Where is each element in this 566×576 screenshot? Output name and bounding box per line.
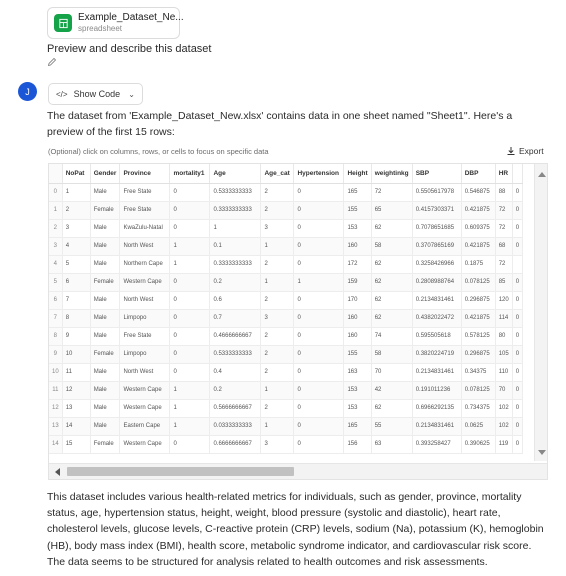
table-cell[interactable]: 3 xyxy=(261,219,294,237)
table-cell[interactable]: 0.296875 xyxy=(461,291,495,309)
row-index[interactable]: 8 xyxy=(49,327,62,345)
table-cell[interactable]: 2 xyxy=(261,327,294,345)
table-cell[interactable]: Male xyxy=(90,417,120,435)
table-cell[interactable]: 155 xyxy=(344,201,371,219)
table-cell[interactable]: 0 xyxy=(170,273,210,291)
table-cell[interactable]: 0 xyxy=(294,309,344,327)
table-cell[interactable]: 0.0333333333 xyxy=(210,417,261,435)
table-cell[interactable]: 0.578125 xyxy=(461,327,495,345)
table-cell[interactable]: 1 xyxy=(170,381,210,399)
table-cell[interactable]: 0.2 xyxy=(210,273,261,291)
table-cell[interactable]: Male xyxy=(90,327,120,345)
table-cell[interactable]: 72 xyxy=(371,183,412,201)
table-row[interactable] xyxy=(49,291,523,309)
attachment-name: Example_Dataset_Ne... xyxy=(78,12,184,23)
table-cell[interactable]: 62 xyxy=(371,219,412,237)
table-cell[interactable]: 68 xyxy=(495,237,512,255)
row-index[interactable]: 4 xyxy=(49,255,62,273)
table-row[interactable] xyxy=(49,417,523,435)
table-cell[interactable]: 85 xyxy=(495,273,512,291)
export-label: Export xyxy=(519,146,544,156)
table-cell[interactable]: 153 xyxy=(344,399,371,417)
column-header[interactable]: Province xyxy=(120,164,170,183)
table-cell[interactable]: 120 xyxy=(495,291,512,309)
table-cell[interactable]: 0.3333333333 xyxy=(210,201,261,219)
column-header[interactable]: Gender xyxy=(90,164,120,183)
row-index[interactable]: 6 xyxy=(49,291,62,309)
table-cell[interactable]: 0.5333333333 xyxy=(210,345,261,363)
table-cell[interactable]: 0 xyxy=(170,345,210,363)
table-cell[interactable]: 0 xyxy=(294,399,344,417)
table-cell[interactable]: Female xyxy=(90,435,120,453)
scroll-down-icon[interactable] xyxy=(538,450,546,455)
table-cell[interactable] xyxy=(512,255,522,273)
table-cell[interactable]: 0.595505618 xyxy=(412,327,461,345)
table-cell[interactable]: 6 xyxy=(62,273,90,291)
table-cell[interactable]: Western Cape xyxy=(120,381,170,399)
table-cell[interactable]: 0 xyxy=(512,363,522,381)
table-row[interactable] xyxy=(49,255,523,273)
table-cell[interactable]: 0.4666666667 xyxy=(210,327,261,345)
table-cell[interactable]: 80 xyxy=(495,327,512,345)
table-row[interactable] xyxy=(49,399,523,417)
table-cell[interactable]: 0 xyxy=(170,183,210,201)
table-cell[interactable]: 0 xyxy=(512,291,522,309)
table-row[interactable] xyxy=(49,345,523,363)
table-cell[interactable]: 159 xyxy=(344,273,371,291)
table-cell[interactable]: Male xyxy=(90,291,120,309)
table-cell[interactable]: 0.1 xyxy=(210,237,261,255)
table-cell[interactable]: Northern Cape xyxy=(120,255,170,273)
table-cell[interactable]: 2 xyxy=(62,201,90,219)
table-cell[interactable]: 0.421875 xyxy=(461,201,495,219)
table-cell[interactable]: 0.5333333333 xyxy=(210,183,261,201)
table-cell[interactable]: 0 xyxy=(512,201,522,219)
table-row[interactable] xyxy=(49,219,523,237)
table-cell[interactable]: 1 xyxy=(170,399,210,417)
table-cell[interactable]: Male xyxy=(90,237,120,255)
table-cell[interactable]: 1 xyxy=(261,381,294,399)
table-cell[interactable]: 0.421875 xyxy=(461,309,495,327)
column-header[interactable]: SBP xyxy=(412,164,461,183)
row-index[interactable]: 10 xyxy=(49,363,62,381)
table-cell[interactable]: 0 xyxy=(294,345,344,363)
table-cell[interactable]: 0.7078651685 xyxy=(412,219,461,237)
table-cell[interactable]: 165 xyxy=(344,417,371,435)
table-cell[interactable]: 0 xyxy=(294,363,344,381)
table-cell[interactable]: 65 xyxy=(371,201,412,219)
table-cell[interactable]: Male xyxy=(90,183,120,201)
table-cell[interactable]: 1 xyxy=(170,237,210,255)
table-cell[interactable]: 0.4382022472 xyxy=(412,309,461,327)
table-cell[interactable]: 0.2134831461 xyxy=(412,363,461,381)
table-cell[interactable]: 0.6 xyxy=(210,291,261,309)
table-cell[interactable]: 3 xyxy=(261,309,294,327)
row-index[interactable]: 2 xyxy=(49,219,62,237)
table-cell[interactable]: Free State xyxy=(120,327,170,345)
table-cell[interactable]: 63 xyxy=(371,435,412,453)
table-cell[interactable]: 2 xyxy=(261,399,294,417)
table-cell[interactable]: 4 xyxy=(62,237,90,255)
table-cell[interactable]: 156 xyxy=(344,435,371,453)
table-cell[interactable]: 58 xyxy=(371,237,412,255)
table-cell[interactable]: 2 xyxy=(261,345,294,363)
table-cell[interactable]: Male xyxy=(90,309,120,327)
table-cell[interactable]: 0 xyxy=(170,435,210,453)
table-cell[interactable]: 0.4157303371 xyxy=(412,201,461,219)
table-cell[interactable]: 0.078125 xyxy=(461,273,495,291)
table-cell[interactable]: KwaZulu-Natal xyxy=(120,219,170,237)
table-cell[interactable]: 2 xyxy=(261,291,294,309)
table-cell[interactable]: 0 xyxy=(170,291,210,309)
table-cell[interactable]: 1 xyxy=(170,255,210,273)
table-cell[interactable]: Male xyxy=(90,381,120,399)
user-message: Preview and describe this dataset xyxy=(47,43,212,55)
table-cell[interactable]: 70 xyxy=(371,363,412,381)
chevron-down-icon: ⌄ xyxy=(128,89,135,99)
table-row[interactable] xyxy=(49,273,523,291)
table-cell[interactable]: 1 xyxy=(261,417,294,435)
table-cell[interactable]: Male xyxy=(90,219,120,237)
table-cell[interactable]: Free State xyxy=(120,183,170,201)
table-cell[interactable]: 0.546875 xyxy=(461,183,495,201)
table-cell[interactable]: 0 xyxy=(512,273,522,291)
table-cell[interactable]: 0.2 xyxy=(210,381,261,399)
table-cell[interactable]: 2 xyxy=(261,363,294,381)
data-table[interactable] xyxy=(48,163,548,480)
table-cell[interactable]: 0 xyxy=(294,219,344,237)
table-cell[interactable]: Limpopo xyxy=(120,345,170,363)
table-cell[interactable]: 72 xyxy=(495,201,512,219)
column-header[interactable]: DBP xyxy=(461,164,495,183)
table-cell[interactable]: 0.296875 xyxy=(461,345,495,363)
table-cell[interactable]: 1 xyxy=(261,273,294,291)
table-row[interactable] xyxy=(49,183,523,201)
horizontal-scroll-thumb[interactable] xyxy=(67,467,294,476)
table-cell[interactable]: 0.734375 xyxy=(461,399,495,417)
table-cell[interactable]: 1 xyxy=(261,237,294,255)
table-row[interactable] xyxy=(49,309,523,327)
table-cell[interactable]: 0 xyxy=(294,201,344,219)
column-header[interactable]: NoPat xyxy=(62,164,90,183)
table-cell[interactable]: Western Cape xyxy=(120,399,170,417)
table-cell[interactable]: 0.3333333333 xyxy=(210,255,261,273)
table-cell[interactable]: Free State xyxy=(120,201,170,219)
column-header[interactable]: HR xyxy=(495,164,512,183)
table-cell[interactable]: 0 xyxy=(512,417,522,435)
table-cell[interactable]: 102 xyxy=(495,399,512,417)
table-cell[interactable]: 160 xyxy=(344,237,371,255)
column-header[interactable]: Age_cat xyxy=(261,164,294,183)
table-cell[interactable]: 3 xyxy=(261,435,294,453)
table-cell[interactable]: 110 xyxy=(495,363,512,381)
table-cell[interactable]: 0.2134831461 xyxy=(412,417,461,435)
table-cell[interactable]: 0 xyxy=(512,399,522,417)
table-cell[interactable]: 72 xyxy=(495,219,512,237)
table-cell[interactable]: 0.34375 xyxy=(461,363,495,381)
table-cell[interactable]: 0 xyxy=(512,309,522,327)
table-cell[interactable]: 0.421875 xyxy=(461,237,495,255)
column-header[interactable]: Hypertension xyxy=(294,164,344,183)
table-cell[interactable]: 12 xyxy=(62,381,90,399)
table-cell[interactable]: 0.1875 xyxy=(461,255,495,273)
table-cell[interactable]: 9 xyxy=(62,327,90,345)
table-cell[interactable]: 72 xyxy=(495,255,512,273)
vertical-scrollbar[interactable] xyxy=(534,164,547,461)
table-cell[interactable]: Male xyxy=(90,255,120,273)
table-cell[interactable]: 0 xyxy=(170,201,210,219)
table-cell[interactable]: Limpopo xyxy=(120,309,170,327)
table-cell[interactable]: 0 xyxy=(512,435,522,453)
spreadsheet-icon xyxy=(54,14,72,32)
table-cell[interactable]: 153 xyxy=(344,219,371,237)
attachment-type: spreadsheet xyxy=(78,24,123,33)
show-code-button[interactable] xyxy=(48,83,143,105)
table-cell[interactable]: Male xyxy=(90,363,120,381)
table-cell[interactable]: 74 xyxy=(371,327,412,345)
table-cell[interactable]: 0.6666666667 xyxy=(210,435,261,453)
table-cell[interactable]: 0 xyxy=(512,381,522,399)
export-button[interactable] xyxy=(506,146,544,156)
table-cell[interactable]: 0.7 xyxy=(210,309,261,327)
row-index[interactable]: 13 xyxy=(49,417,62,435)
row-index[interactable]: 9 xyxy=(49,345,62,363)
table-cell[interactable]: 8 xyxy=(62,309,90,327)
table-cell[interactable]: 0.390625 xyxy=(461,435,495,453)
table-cell[interactable]: 163 xyxy=(344,363,371,381)
table-cell[interactable]: North West xyxy=(120,291,170,309)
row-index[interactable]: 5 xyxy=(49,273,62,291)
table-row[interactable] xyxy=(49,435,523,453)
table-cell[interactable]: 3 xyxy=(62,219,90,237)
table-cell[interactable]: 55 xyxy=(371,417,412,435)
assistant-summary: This dataset includes various health-related metrics for individuals, such as gender, province, mortality status, age, hypertension status, height, weight, blood pressure (systolic and diastolic), heart rate, cholesterol levels, glucose levels, C-reactive protein (CRP) levels, sodium (Na), potassium (K), hemoglobin (HB), body mass index (BMI), health score, metabolic syndrome indicator, and cardiovascular risk score. The data seems to be structured for analysis related to health outcomes and risk assessments. xyxy=(47,491,544,568)
table-cell[interactable]: 155 xyxy=(344,345,371,363)
table-cell[interactable]: 11 xyxy=(62,363,90,381)
table-cell[interactable]: 1 xyxy=(210,219,261,237)
attachment-chip[interactable] xyxy=(47,7,184,39)
table-cell[interactable]: Female xyxy=(90,273,120,291)
table-cell[interactable]: 62 xyxy=(371,399,412,417)
column-header[interactable]: Height xyxy=(344,164,371,183)
table-cell[interactable]: 2 xyxy=(261,183,294,201)
table-cell[interactable]: 160 xyxy=(344,327,371,345)
table-row[interactable] xyxy=(49,201,523,219)
row-index[interactable]: 3 xyxy=(49,237,62,255)
table-cell[interactable]: Female xyxy=(90,345,120,363)
scroll-up-icon[interactable] xyxy=(538,172,546,177)
table-cell[interactable]: 160 xyxy=(344,309,371,327)
table-cell[interactable]: North West xyxy=(120,237,170,255)
table-cell[interactable]: 7 xyxy=(62,291,90,309)
table-cell[interactable]: 0.609375 xyxy=(461,219,495,237)
horizontal-scrollbar[interactable] xyxy=(49,463,547,479)
table-cell[interactable]: 62 xyxy=(371,273,412,291)
scroll-left-icon[interactable] xyxy=(55,468,60,476)
table-cell[interactable]: 58 xyxy=(371,345,412,363)
table-cell[interactable]: 0 xyxy=(294,255,344,273)
table-cell[interactable]: 153 xyxy=(344,381,371,399)
table-cell[interactable]: 0.3258426966 xyxy=(412,255,461,273)
table-row[interactable] xyxy=(49,237,523,255)
table-cell[interactable]: 42 xyxy=(371,381,412,399)
row-index[interactable]: 12 xyxy=(49,399,62,417)
table-cell[interactable]: 170 xyxy=(344,291,371,309)
table-cell[interactable]: 0 xyxy=(294,291,344,309)
table-cell[interactable]: 0.5505617978 xyxy=(412,183,461,201)
table-cell[interactable]: 119 xyxy=(495,435,512,453)
table-cell[interactable]: 0.6966292135 xyxy=(412,399,461,417)
assistant-avatar: J xyxy=(18,82,37,101)
table-cell[interactable]: 2 xyxy=(261,201,294,219)
assistant-intro: The dataset from 'Example_Dataset_New.xlsx' contains data in one sheet named "Sheet1". Here's a preview of the first 15 rows: xyxy=(47,110,513,138)
column-header[interactable]: weightinkg xyxy=(371,164,412,183)
table-cell[interactable]: Western Cape xyxy=(120,273,170,291)
table-cell[interactable]: 102 xyxy=(495,417,512,435)
table-cell[interactable]: North West xyxy=(120,363,170,381)
row-index[interactable]: 14 xyxy=(49,435,62,453)
row-index[interactable]: 1 xyxy=(49,201,62,219)
table-cell[interactable]: 0.2134831461 xyxy=(412,291,461,309)
table-cell[interactable]: 0 xyxy=(294,237,344,255)
table-cell[interactable]: 0.5666666667 xyxy=(210,399,261,417)
table-cell[interactable]: 172 xyxy=(344,255,371,273)
table-row[interactable] xyxy=(49,327,523,345)
table-cell[interactable]: 62 xyxy=(371,255,412,273)
column-header[interactable] xyxy=(512,164,522,183)
table-cell[interactable]: 14 xyxy=(62,417,90,435)
table-cell[interactable]: 0.3820224719 xyxy=(412,345,461,363)
table-cell[interactable]: 1 xyxy=(62,183,90,201)
table-cell[interactable]: 0.0625 xyxy=(461,417,495,435)
table-cell[interactable]: 1 xyxy=(294,273,344,291)
table-cell[interactable]: 0 xyxy=(512,183,522,201)
table-cell[interactable]: 62 xyxy=(371,309,412,327)
table-cell[interactable]: 0 xyxy=(170,363,210,381)
pencil-edit-icon[interactable] xyxy=(47,57,57,67)
table-cell[interactable]: 62 xyxy=(371,291,412,309)
table-cell[interactable]: 0.078125 xyxy=(461,381,495,399)
table-cell[interactable]: 0 xyxy=(512,327,522,345)
table-cell[interactable]: 1 xyxy=(170,417,210,435)
table-cell[interactable]: Eastern Cape xyxy=(120,417,170,435)
row-index[interactable]: 7 xyxy=(49,309,62,327)
table-cell[interactable]: 0.191011236 xyxy=(412,381,461,399)
table-hint: (Optional) click on columns, rows, or cells to focus on specific data xyxy=(48,147,269,156)
column-header[interactable]: Age xyxy=(210,164,261,183)
table-cell[interactable]: 10 xyxy=(62,345,90,363)
download-icon xyxy=(506,146,516,156)
table-cell[interactable]: 0 xyxy=(512,345,522,363)
table-cell[interactable]: Female xyxy=(90,201,120,219)
table-cell[interactable]: 2 xyxy=(261,255,294,273)
table-cell[interactable]: 0 xyxy=(294,417,344,435)
table-cell[interactable]: Western Cape xyxy=(120,435,170,453)
table-cell[interactable]: 105 xyxy=(495,345,512,363)
table-cell[interactable]: 0 xyxy=(294,183,344,201)
table-row[interactable] xyxy=(49,381,523,399)
table-cell[interactable]: 88 xyxy=(495,183,512,201)
column-header[interactable] xyxy=(49,164,62,183)
table-row[interactable] xyxy=(49,363,523,381)
table-cell[interactable]: 114 xyxy=(495,309,512,327)
table-cell[interactable]: 70 xyxy=(495,381,512,399)
table-cell[interactable]: 5 xyxy=(62,255,90,273)
row-index[interactable]: 0 xyxy=(49,183,62,201)
table-cell[interactable]: 0.4 xyxy=(210,363,261,381)
table-cell[interactable]: 0 xyxy=(512,219,522,237)
table-cell[interactable]: 0 xyxy=(170,219,210,237)
table-cell[interactable]: 165 xyxy=(344,183,371,201)
table-cell[interactable]: 0 xyxy=(294,327,344,345)
table-cell[interactable]: 15 xyxy=(62,435,90,453)
table-cell[interactable]: 0.2808988764 xyxy=(412,273,461,291)
table-cell[interactable]: 0 xyxy=(512,237,522,255)
table-cell[interactable]: 0.3707865169 xyxy=(412,237,461,255)
table-cell[interactable]: 0 xyxy=(170,309,210,327)
table-cell[interactable]: Male xyxy=(90,399,120,417)
code-icon: </> xyxy=(56,89,68,99)
row-index[interactable]: 11 xyxy=(49,381,62,399)
table-cell[interactable]: 0 xyxy=(170,327,210,345)
table-cell[interactable]: 0.393258427 xyxy=(412,435,461,453)
show-code-label: Show Code xyxy=(73,89,121,99)
table-cell[interactable]: 0 xyxy=(294,435,344,453)
table-cell[interactable]: 13 xyxy=(62,399,90,417)
table-cell[interactable]: 0 xyxy=(294,381,344,399)
column-header[interactable]: mortality1 xyxy=(170,164,210,183)
